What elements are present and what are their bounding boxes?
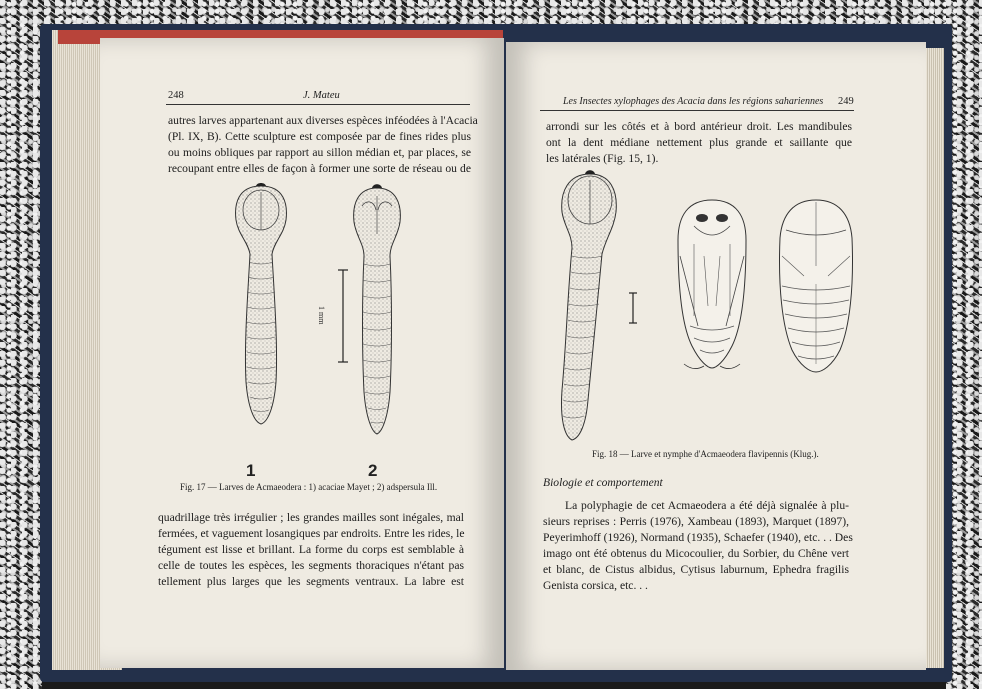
text-line: et blanc, de Cistus albidus, Cytisus laburnum, Ephedra fragilis <box>543 563 849 576</box>
text-line: arrondi sur les côtés et à bord antérieur droit. Les mandibules <box>546 120 852 133</box>
left-top-paragraph <box>168 113 478 177</box>
text-line: Genista corsica, etc. . . <box>543 579 648 592</box>
text-line: (Pl. IX, B). Cette sculpture est composée par de fines rides plus <box>168 130 471 143</box>
left-bottom-paragraph <box>158 510 464 590</box>
figure-17-caption: Fig. 17 — Larves de Acmaeodera : 1) acaciae Mayet ; 2) adspersula Ill. <box>180 482 438 492</box>
text-line: sieurs reprises : Perris (1976), Xambeau (1893), Marquet (1897), <box>543 515 849 528</box>
right-bottom-paragraph <box>543 498 853 594</box>
right-page-number: 249 <box>838 96 854 107</box>
scale-bar-fig18 <box>628 292 638 324</box>
scale-label: 1 mm <box>317 306 326 325</box>
text-line: recoupant entre elles de façon à former une sorte de réseau ou de <box>168 162 471 175</box>
nymph-ventral-illustration <box>664 196 760 374</box>
text-line: ou moins obliques par rapport au sillon médian et, par places, se <box>168 146 471 159</box>
left-running-head: J. Mateu <box>303 90 340 101</box>
text-line: imago ont été obtenus du Micocoulier, du Sorbier, du Chêne vert <box>543 547 849 560</box>
right-running-head: Les Insectes xylophages des Acacia dans les régions sahariennes <box>563 96 824 107</box>
text-line: celle de toutes les espèces, les segments thoraciques n'étant pas <box>158 559 464 572</box>
text-line: les latérales (Fig. 15, 1). <box>546 152 659 165</box>
larva-illustration-1 <box>226 182 296 432</box>
text-line: ont la dent médiane nettement plus grande et saillante que <box>546 136 852 149</box>
marbled-endpaper-left <box>0 0 42 689</box>
text-line: Peyerimhoff (1926), Normand (1935), Schaefer (1940), etc. . . Des <box>543 531 853 544</box>
text-line: tégument est lisse et brillant. La forme du corps est semblable à <box>158 543 464 556</box>
text-line: autres larves appartenant aux diverses espèces inféodées à l'Acacia <box>168 114 478 127</box>
larva-illustration-2 <box>342 182 412 440</box>
right-top-paragraph <box>546 119 852 167</box>
left-page-number: 248 <box>168 90 184 101</box>
text-line: quadrillage très irrégulier ; les grandes mailles sont inégales, mal <box>158 511 464 524</box>
text-line: tellement plus larges que les segments ventraux. La labre est <box>158 575 464 588</box>
left-header-rule <box>166 104 470 105</box>
figure-18-caption: Fig. 18 — Larve et nymphe d'Acmaeodera flavipennis (Klug.). <box>592 449 819 459</box>
right-header-rule <box>540 110 854 111</box>
figure-label-2: 2 <box>368 461 378 480</box>
figure-label-1: 1 <box>246 461 256 480</box>
nymph-dorsal-illustration <box>768 196 864 378</box>
text-line: fermées, et vaguement losangiques par endroits. Entre les rides, le <box>158 527 465 540</box>
larva-illustration-flavipennis <box>548 168 624 446</box>
section-heading: Biologie et comportement <box>543 476 663 489</box>
text-line: La polyphagie de cet Acmaeodera a été déjà signalée à plu- <box>565 499 849 512</box>
